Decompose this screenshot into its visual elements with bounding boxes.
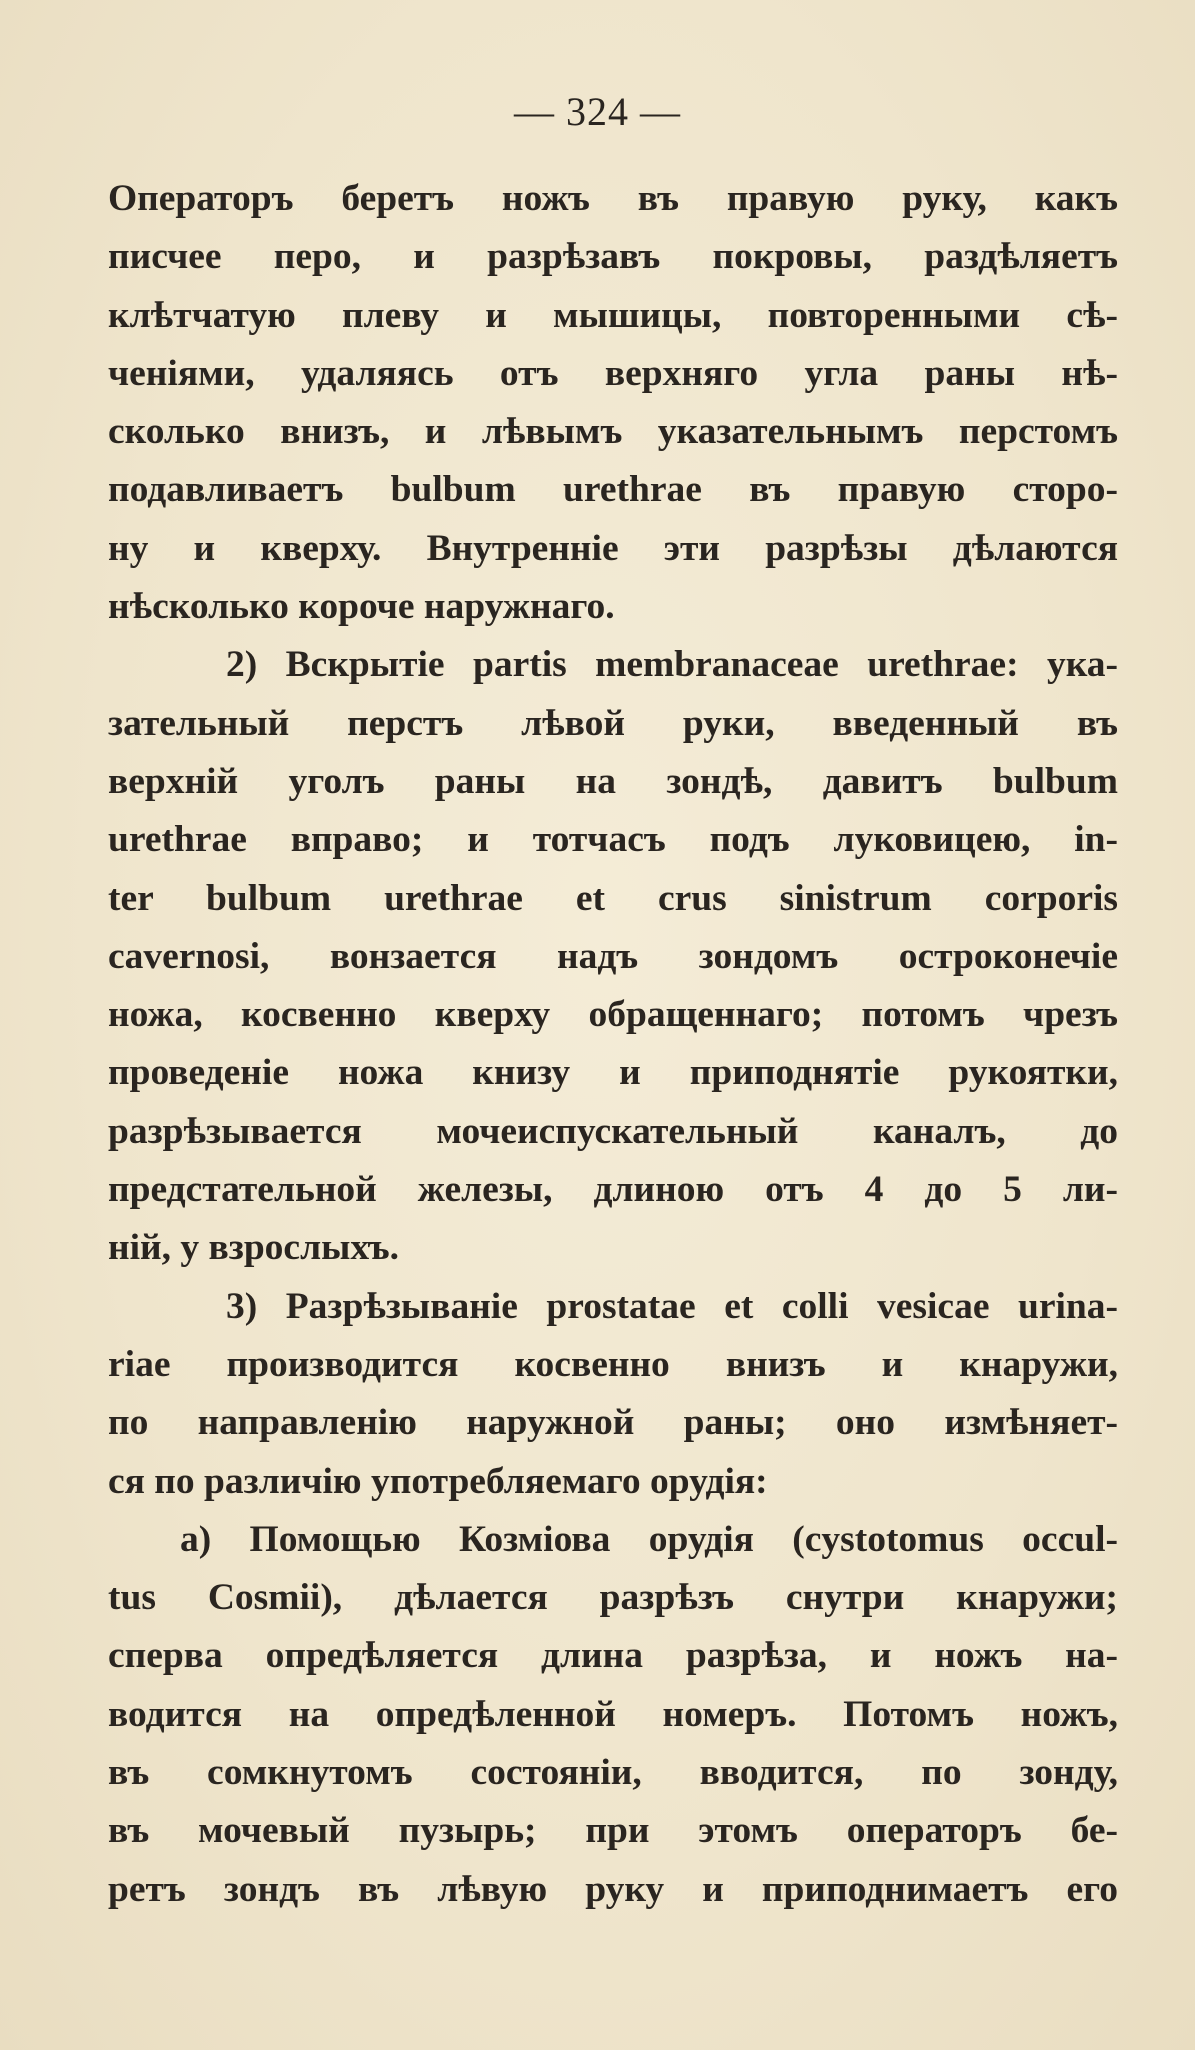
text-line: ченіями, удаляясь отъ верхняго угла раны нѣ- <box>108 352 1118 394</box>
text-line: разрѣзывается мочеиспускательный каналъ, до <box>108 1110 1118 1152</box>
text-line: въ сомкнутомъ состояніи, вводится, по зонду, <box>108 1752 1118 1794</box>
text-line: верхній уголъ раны на зондѣ, давитъ bulbum <box>108 760 1118 802</box>
text-line: cavernosi, вонзается надъ зондомъ остроконечіе <box>108 935 1118 977</box>
text-line: водится на опредѣленной номеръ. Потомъ ножъ, <box>108 1693 1118 1735</box>
text-line: ножа, косвенно кверху обращеннаго; потомъ чрезъ <box>108 994 1118 1036</box>
text-line: urethrae вправо; и тотчасъ подъ луковицею, in- <box>108 819 1118 861</box>
text-line: зательный перстъ лѣвой руки, введенный въ <box>108 702 1118 744</box>
page-number: — 324 — <box>514 89 681 134</box>
text-line: сколько внизъ, и лѣвымъ указательнымъ перстомъ <box>108 411 1118 453</box>
text-line: riae производится косвенно внизъ и кнаружи, <box>108 1343 1118 1385</box>
text-line: проведеніе ножа книзу и приподнятіе рукоятки, <box>108 1052 1118 1094</box>
body-text <box>108 170 1118 1919</box>
text-line: ter bulbum urethrae et crus sinistrum corporis <box>108 877 1118 919</box>
text-line: нѣсколько короче наружнаго. <box>108 586 615 628</box>
paragraph-2 <box>108 636 1118 1277</box>
text-line: въ мочевый пузырь; при этомъ операторъ бе- <box>108 1810 1118 1852</box>
text-line: Операторъ беретъ ножъ въ правую руку, какъ <box>108 178 1118 219</box>
text-line: а) Помощью Козміова орудія (cystotomus occul- <box>180 1518 1118 1560</box>
paragraph-3 <box>108 1278 1118 1511</box>
paragraph-4 <box>108 1511 1118 1919</box>
text-line: ній, у взрослыхъ. <box>108 1227 399 1269</box>
text-line: писчее перо, и разрѣзавъ покровы, раздѣляетъ <box>108 236 1118 278</box>
text-line: сперва опредѣляется длина разрѣза, и ножъ на- <box>108 1635 1118 1677</box>
text-line: по направленію наружной раны; оно измѣняет- <box>108 1402 1118 1444</box>
text-line: предстательной железы, длиною отъ 4 до 5 ли- <box>108 1169 1118 1211</box>
text-line: подавливаетъ bulbum urethrae въ правую сторо- <box>108 469 1118 511</box>
text-line: 3) Разрѣзываніе prostatae et colli vesicae urina- <box>226 1285 1118 1327</box>
text-line: ретъ зондъ въ лѣвую руку и приподнимаетъ его <box>108 1868 1118 1910</box>
text-line: 2) Вскрытіе partis membranaceae urethrae: ука- <box>226 644 1118 686</box>
text-line: tus Cosmii), дѣлается разрѣзъ снутри кнаружи; <box>108 1577 1118 1619</box>
text-line: клѣтчатую плеву и мышицы, повторенными сѣ- <box>108 294 1118 336</box>
paragraph-1 <box>108 170 1118 636</box>
text-line: ну и кверху. Внутренніе эти разрѣзы дѣлаются <box>108 527 1118 569</box>
text-line: ся по различію употребляемаго орудія: <box>108 1460 768 1502</box>
